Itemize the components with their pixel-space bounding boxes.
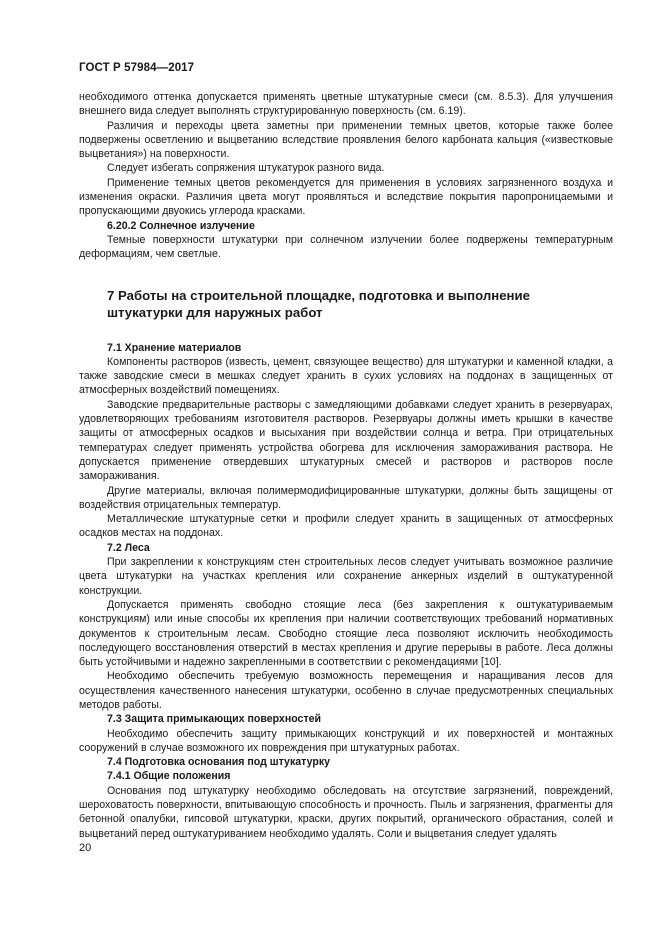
page-body xyxy=(79,90,613,841)
section-heading-line: штукатурки для наружных работ xyxy=(107,304,323,320)
subsection-heading-6-20-2: 6.20.2 Солнечное излучение xyxy=(107,219,255,232)
paragraph: Темные поверхности штукатурки при солнечном излучении более подвержены температурным деформациям, чем светлые. xyxy=(79,233,613,261)
paragraph: Допускается применять свободно стоящие леса (без закрепления к оштукатуриваемым конструкциям) или иные способы их крепления при наличии соответствующих требований нормативных документов к строительным лесам. Свободно стоящие леса позволяют исключить необходимость последующего восстановления отверстий в местах крепления и другие перерывы в работе. Леса должны быть устойчивыми и надежно закрепленными в соответствии с рекомендациями [10]. xyxy=(79,598,613,669)
heading-7-4-1: 7.4.1 Общие положения xyxy=(107,770,231,783)
heading-7-1: 7.1 Хранение материалов xyxy=(107,341,242,354)
heading-7-3: 7.3 Защита примыкающих поверхностей xyxy=(107,713,322,726)
paragraph: Основания под штукатурку необходимо обследовать на отсутствие загрязнений, повреждений, шероховатость поверхности, впитывающую способность и прочность. Пыль и загрязнения, фрагменты для бетонной опалубки, гипсовой штукатурки, краски, других покрытий, органического обрастания, солей и выцветаний перед оштукатуриванием необходимо удалять. Соли и выцветания следует удалять xyxy=(79,784,613,840)
paragraph: Необходимо обеспечить защиту примыкающих конструкций и их поверхностей и монтажных сооружений в случае возможного их повреждения при штукатурных работах. xyxy=(79,727,613,754)
document-code: ГОСТ Р 57984—2017 xyxy=(79,62,195,74)
section-heading-line: 7 Работы на строительной площадке, подготовка и выполнение xyxy=(107,287,530,303)
paragraph: Заводские предварительные растворы с замедляющими добавками следует хранить в резервуарах, удовлетворяющих требованиям изготовителя растворов. Резервуары должны иметь крышки в качестве защиты от атмосферных осадков и высыхания при воздействии солнца и ветра. При отрицательных температурах следует применять устройства обогрева для исключения замораживания раствора. Не допускается применение отвердевших штукатурных смесей и растворов и растворов после замораживания. xyxy=(79,398,613,483)
section-heading-7 xyxy=(79,287,613,321)
page-number: 20 xyxy=(79,842,92,854)
paragraph: Необходимо обеспечить требуемую возможность перемещения и наращивания лесов для осуществления качественного нанесения штукатурки, особенно в случае предусмотренных специальных методов работы. xyxy=(79,670,613,711)
paragraph: Другие материалы, включая полимермодифицированные штукатурки, должны быть защищены от воздействия отрицательных температур. xyxy=(79,484,613,511)
paragraph: При закреплении к конструкциям стен строительных лесов следует учитывать возможное различие цвета штукатурки на участках крепления или сохранение анкерных изделий в оштукатуренной конструкции. xyxy=(79,556,613,597)
heading-7-2: 7.2 Леса xyxy=(107,541,150,554)
paragraph: Металлические штукатурные сетки и профили следует хранить в защищенных от атмосферных осадков местах на поддонах. xyxy=(79,513,613,540)
paragraph: необходимого оттенка допускается применять цветные штукатурные смеси (см. 8.5.3). Для улучшения внешнего вида следует выполнять структурированную поверхность (см. 6.19). xyxy=(79,91,613,118)
paragraph: Различия и переходы цвета заметны при применении темных цветов, которые также более подвержены осветлению и выцветанию вследствие проявления белого карбоната кальция («известковые выцветания») на поверхности. xyxy=(79,119,613,161)
heading-7-4: 7.4 Подготовка основания под штукатурку xyxy=(107,756,331,769)
paragraph: Следует избегать сопряжения штукатурок разного вида. xyxy=(107,162,385,175)
paragraph: Компоненты растворов (известь, цемент, связующее вещество) для штукатурки и каменной кладки, а также заводские смеси в мешках следует хранить в сухих условиях на поддонах в защищенных от атмосферных воздействий помещениях. xyxy=(79,355,613,397)
paragraph: Применение темных цветов рекомендуется для применения в условиях загрязненного воздуха и изменения окраски. Различия цвета могут проявляться и вследствие покрытия паропроницаемыми и пропускающими двуокись углерода красками. xyxy=(79,176,613,218)
